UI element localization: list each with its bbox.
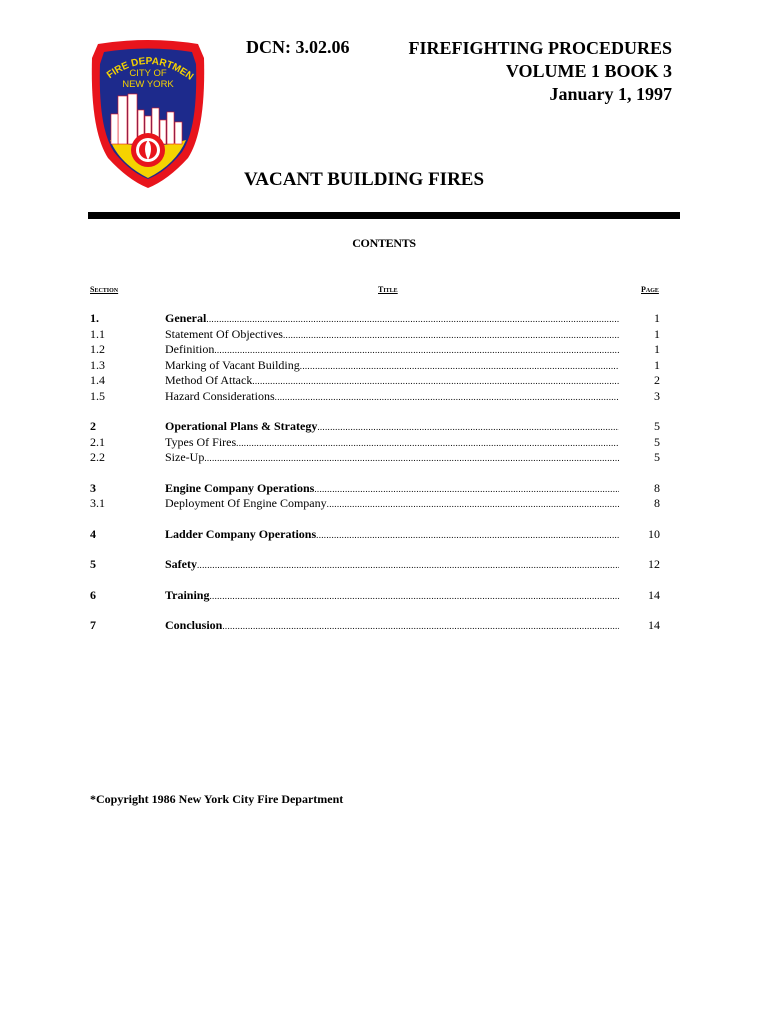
- toc-title: Statement Of Objectives: [165, 326, 283, 341]
- contents-heading: CONTENTS: [352, 236, 416, 250]
- toc-section-number: 1.4: [90, 373, 105, 387]
- toc-section-entry[interactable]: [90, 588, 660, 604]
- dot-leader: [222, 619, 619, 635]
- toc-section-number: 4: [90, 526, 96, 541]
- fdny-badge-logo: [88, 40, 208, 190]
- toc-subsection-entry[interactable]: [90, 342, 660, 358]
- toc-subsection-entry[interactable]: [90, 496, 660, 512]
- toc-section-number: 1.: [90, 311, 99, 325]
- toc-page-number: 8: [654, 496, 660, 510]
- toc-subsection-entry[interactable]: [90, 373, 660, 389]
- toc-title: Deployment Of Engine Company: [165, 496, 327, 510]
- toc-page-number: 5: [654, 434, 660, 449]
- toc-title-cell: [165, 327, 619, 344]
- toc-page-number: 1: [654, 342, 660, 356]
- header-procedures: FIREFIGHTING PROCEDURES: [408, 38, 672, 58]
- column-header-page: Page: [641, 285, 659, 294]
- toc-section-entry[interactable]: [90, 557, 660, 573]
- header-block: [408, 37, 672, 106]
- dot-leader: [197, 558, 619, 574]
- toc-group: [90, 419, 660, 466]
- logo-arc-text: FIRE DEPARTMEN: [104, 55, 196, 83]
- toc-group: [90, 588, 660, 604]
- dot-leader: [283, 328, 619, 344]
- toc-group: [90, 311, 660, 404]
- toc-section-number: 6: [90, 587, 96, 602]
- toc-title-cell: [165, 496, 619, 513]
- toc-group: [90, 527, 660, 543]
- dot-leader: [214, 343, 619, 359]
- toc-section-number: 2.2: [90, 450, 105, 464]
- dot-leader: [209, 589, 619, 605]
- toc-page-number: 14: [648, 618, 660, 632]
- dot-leader: [275, 390, 619, 406]
- toc-page-number: 2: [654, 373, 660, 387]
- toc-title: Types Of Fires: [165, 434, 237, 449]
- toc-page-number: 1: [654, 326, 660, 341]
- toc-section-number: 2.1: [90, 434, 105, 449]
- dcn-number: DCN: 3.02.06: [246, 37, 350, 57]
- toc-group: [90, 557, 660, 573]
- toc-subsection-entry[interactable]: [90, 327, 660, 343]
- document-title: VACANT BUILDING FIRES: [244, 169, 485, 190]
- toc-title-cell: [165, 481, 619, 498]
- toc-title-cell: [165, 435, 619, 452]
- toc-title-cell: [165, 450, 619, 467]
- toc-section-number: 1.3: [90, 357, 105, 372]
- toc-title: Marking of Vacant Building: [165, 357, 300, 372]
- toc-title-cell: [165, 373, 619, 390]
- toc-page-number: 1: [654, 311, 660, 325]
- toc-section-number: 7: [90, 618, 96, 632]
- toc-section-entry[interactable]: [90, 419, 660, 435]
- toc-section-number: 3: [90, 480, 96, 495]
- toc-title: Operational Plans & Strategy: [165, 419, 318, 433]
- toc-title-cell: [165, 527, 619, 544]
- toc-section-entry[interactable]: [90, 618, 660, 634]
- toc-section-entry[interactable]: [90, 527, 660, 543]
- dot-leader: [300, 359, 619, 375]
- logo-text-city-of: CITY OF: [129, 68, 167, 79]
- toc-section-number: 1.2: [90, 342, 105, 356]
- toc-title-cell: [165, 311, 619, 328]
- toc-title: Conclusion: [165, 618, 223, 632]
- toc-section-entry[interactable]: [90, 311, 660, 327]
- dot-leader: [327, 497, 619, 513]
- dot-leader: [204, 451, 619, 467]
- toc-group: [90, 618, 660, 634]
- toc-title: Size-Up: [165, 450, 205, 464]
- toc-title: Method Of Attack: [165, 373, 253, 387]
- column-header-title: Title: [378, 285, 398, 294]
- toc-page-number: 10: [648, 526, 660, 541]
- toc-subsection-entry[interactable]: [90, 358, 660, 374]
- toc-subsection-entry[interactable]: [90, 435, 660, 451]
- toc-page-number: 1: [654, 357, 660, 372]
- toc-title-cell: [165, 358, 619, 375]
- toc-title: Hazard Considerations: [165, 388, 275, 403]
- toc-group: [90, 481, 660, 512]
- toc-page-number: 5: [654, 450, 660, 464]
- toc-title: General: [165, 311, 207, 325]
- header-volume: VOLUME 1 BOOK 3: [505, 61, 672, 81]
- toc-title: Definition: [165, 342, 215, 356]
- dot-leader: [317, 420, 619, 436]
- toc-page-number: 8: [654, 480, 660, 495]
- toc-page-number: 5: [654, 419, 660, 433]
- toc-section-number: 1.5: [90, 388, 105, 403]
- toc-section-number: 5: [90, 557, 96, 571]
- toc-title-cell: [165, 419, 619, 436]
- column-header-section: Section: [90, 285, 119, 294]
- copyright-notice: *Copyright 1986 New York City Fire Department: [90, 792, 344, 806]
- toc-title-cell: [165, 618, 619, 635]
- toc-page-number: 14: [648, 587, 660, 602]
- toc-section-number: 1.1: [90, 326, 105, 341]
- toc-title: Ladder Company Operations: [165, 526, 317, 541]
- toc-title-cell: [165, 342, 619, 359]
- fdny-badge-icon: [88, 40, 208, 190]
- table-of-contents: [90, 311, 660, 649]
- toc-section-entry[interactable]: [90, 481, 660, 497]
- toc-page-number: 3: [654, 388, 660, 403]
- toc-title-cell: [165, 389, 619, 406]
- toc-title-cell: [165, 588, 619, 605]
- toc-section-number: 3.1: [90, 496, 105, 510]
- toc-title: Training: [165, 587, 210, 602]
- toc-subsection-entry[interactable]: [90, 450, 660, 466]
- dot-leader: [314, 482, 619, 498]
- toc-title: Engine Company Operations: [165, 480, 315, 495]
- header-date: January 1, 1997: [549, 84, 672, 104]
- dot-leader: [316, 528, 619, 544]
- toc-page-number: 12: [648, 557, 660, 571]
- horizontal-rule: [88, 212, 680, 219]
- dot-leader: [236, 436, 619, 452]
- toc-subsection-entry[interactable]: [90, 389, 660, 405]
- toc-section-number: 2: [90, 419, 96, 433]
- logo-text-new-york: NEW YORK: [122, 79, 174, 90]
- toc-title: Safety: [165, 557, 197, 571]
- dot-leader: [206, 312, 619, 328]
- dot-leader: [252, 374, 619, 390]
- toc-title-cell: [165, 557, 619, 574]
